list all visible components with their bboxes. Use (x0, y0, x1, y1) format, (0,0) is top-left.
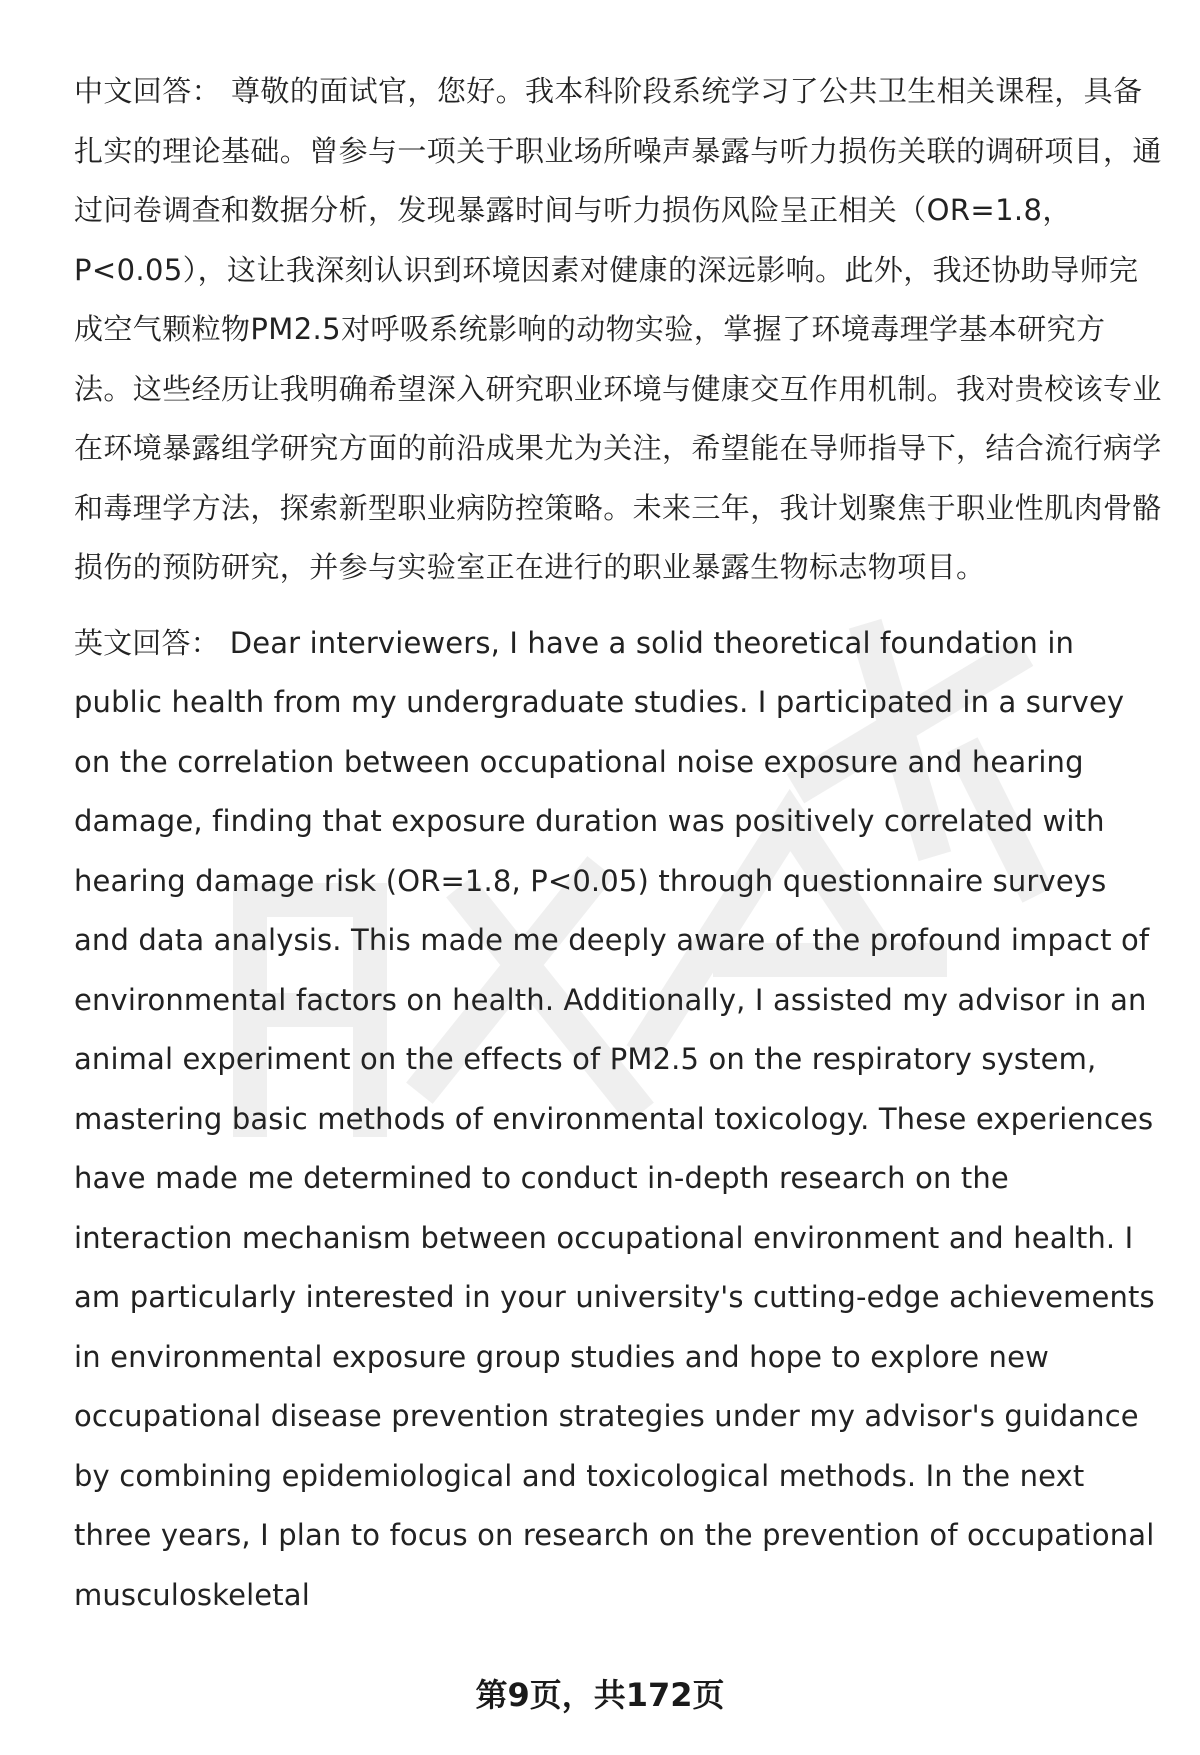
chinese-answer-paragraph (74, 62, 1164, 598)
english-answer-label: 英文回答： (74, 625, 220, 660)
english-answer-paragraph (74, 614, 1164, 1626)
document-body (74, 62, 1164, 1625)
chinese-answer-text: 尊敬的面试官，您好。我本科阶段系统学习了公共卫生相关课程，具备扎实的理论基础。曾参与一项关于职业场所噪声暴露与听力损伤关联的调研项目，通过问卷调查和数据分析，发现暴露时间与听力损伤风险呈正相关（OR=1.8，P<0.05），这让我深刻认识到环境因素对健康的深远影响。此外，我还协助导师完成空气颗粒物PM2.5对呼吸系统影响的动物实验，掌握了环境毒理学基本研究方法。这些经历让我明确希望深入研究职业环境与健康交互作用机制。我对贵校该专业在环境暴露组学研究方面的前沿成果尤为关注，希望能在导师指导下，结合流行病学和毒理学方法，探索新型职业病防控策略。未来三年，我计划聚焦于职业性肌肉骨骼损伤的预防研究，并参与实验室正在进行的职业暴露生物标志物项目。 (74, 74, 1162, 584)
chinese-answer-label: 中文回答： (74, 74, 222, 108)
page-number-footer: 第9页，共172页 (475, 1676, 725, 1714)
english-answer-text: Dear interviewers, I have a solid theoretical foundation in public health from my undergraduate studies. I participated in a survey on the correlation between occupational noise exposure and hearing damage, finding that exposure duration was positively correlated with hearing damage risk (OR=1.8, P<0.05) through questionnaire surveys and data analysis. This made me deeply aware of the profound impact of environmental factors on health. Additionally, I assisted my advisor in an animal experiment on the effects of PM2.5 on the respiratory system, mastering basic methods of environmental toxicology. These experiences have made me determined to conduct in-depth research on the interaction mechanism between occupational environment and health. I am particularly interested in your university's cutting-edge achievements in environmental exposure group studies and hope to explore new occupational disease prevention strategies under my advisor's guidance by combining epidemiological and toxicological methods. In the next three years, I plan to focus on research on the prevention of occupational musculoskeletal (74, 625, 1155, 1612)
